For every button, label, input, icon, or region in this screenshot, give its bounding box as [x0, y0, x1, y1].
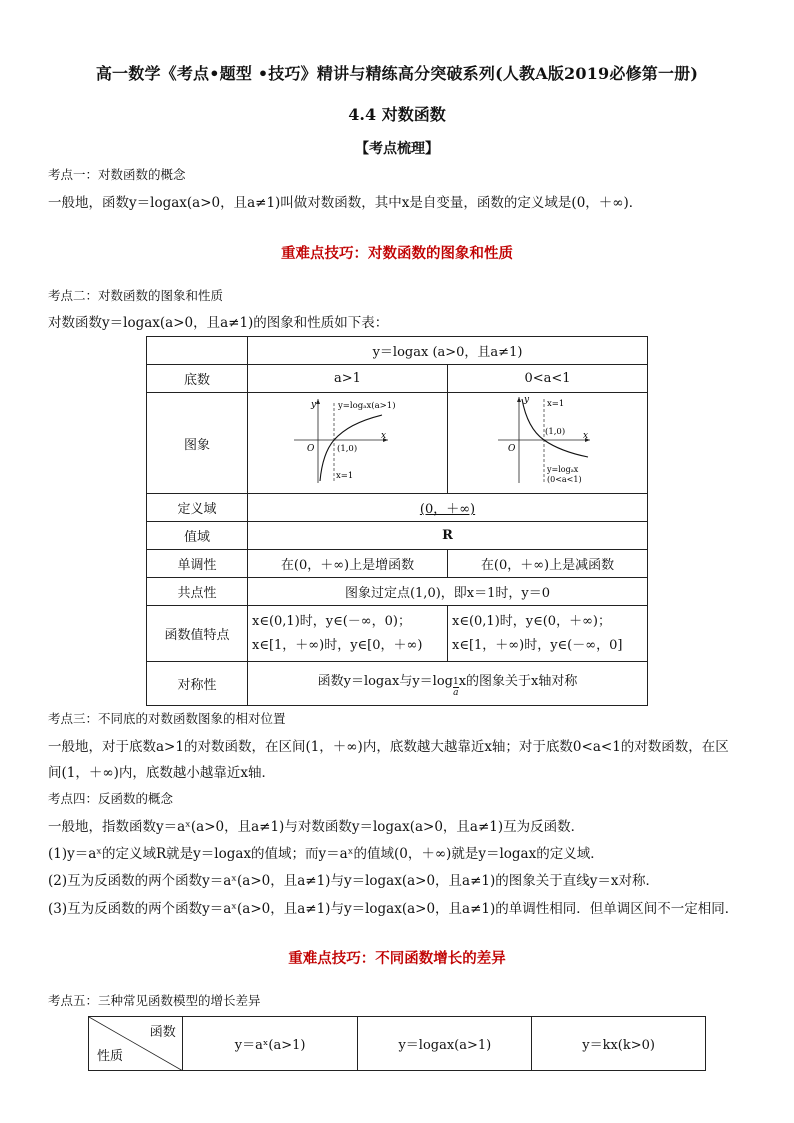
log-function-properties-table [146, 336, 648, 706]
table-head-cell: y＝logax (a>0，且a≠1) [248, 337, 648, 365]
growth-col-linear: y＝kx(k>0) [532, 1017, 706, 1071]
graph-a-asymptote-label: x=1 [336, 471, 354, 481]
document-title: 高一数学《考点•题型 •技巧》精讲与精练高分突破系列(人教A版2019必修第一册) [95, 64, 699, 83]
kaodian-5-label: 考点五：三种常见函数模型的增长差异 [48, 993, 261, 1008]
graph-a-y-label: y [311, 400, 317, 410]
row-label-fixed-point: 共点性 [147, 578, 248, 606]
kaodian-1-text: 一般地，函数y＝logax(a>0，且a≠1)叫做对数函数，其中x是自变量，函数的定义域是(0，＋∞)． [48, 195, 643, 211]
table-row [147, 337, 648, 365]
table-row: 单调性 在(0，＋∞)上是增函数 在(0，＋∞)上是减函数 [147, 550, 648, 578]
y-axis-arrow [316, 399, 320, 404]
growth-col-exponential: y＝aˣ(a>1) [182, 1017, 358, 1071]
graph-b-x-label: x [583, 431, 589, 441]
kaodian-3-line-1: 一般地，对于底数a>1的对数函数，在区间(1，＋∞)内，底数越大越靠近x轴；对于底数0<a<1的对数函数，在区 [48, 739, 729, 755]
kaodian-4-line-4: (3)互为反函数的两个函数y＝aˣ(a>0，且a≠1)与y＝logax(a>0，且a≠1)的单调性相同．但单调区间不一定相同． [48, 901, 739, 917]
table-row: 共点性 图象过定点(1,0)，即x＝1时，y＝0 [147, 578, 648, 606]
table-row: 对称性 函数y＝logax与y＝log $\frac{1}{a}$ x的图象关于x轴对称 [147, 662, 648, 706]
growth-col-logarithmic: y＝logax(a>1) [358, 1017, 532, 1071]
growth-comparison-table [88, 1016, 706, 1071]
graph-a-equation: y=logₐx(a>1) [338, 401, 396, 411]
row-label-graph: 图象 [147, 393, 248, 494]
graph-b-origin-label: O [508, 444, 516, 454]
graph-a-point-label: (1,0) [337, 444, 358, 454]
table-row [147, 393, 648, 494]
graph-a-origin-label: O [307, 444, 315, 454]
emphasis-heading-2: 重难点技巧：不同函数增长的差异 [288, 951, 506, 967]
kaodian-4-label: 考点四：反函数的概念 [48, 791, 174, 806]
kaodian-4-line-2: (1)y＝aˣ的定义域R就是y＝logax的值域；而y＝aˣ的值域(0，＋∞)就是y＝logax的定义域． [48, 846, 604, 862]
graph-b-point-label: (1,0) [545, 427, 566, 437]
diagonal-header-cell: 函数 性质 [89, 1017, 183, 1071]
kaodian-4-line-1: 一般地，指数函数y＝aˣ(a>0，且a≠1)与对数函数y＝logax(a>0，且a≠1)互为反函数． [48, 819, 585, 835]
section-title: 4.4 对数函数 [348, 105, 446, 124]
row-label-range: 值域 [147, 522, 248, 550]
graph-b-y-label: y [524, 395, 530, 405]
kaodian-2-label: 考点二：对数函数的图象和性质 [48, 288, 224, 303]
table-row: 值域 R [147, 522, 648, 550]
fraction-one-over-a: $\frac{1}{a}$ [452, 676, 459, 698]
table-row: 底数 a>1 0<a<1 [147, 365, 648, 393]
graph-decreasing-log [448, 393, 647, 489]
kaodian-1-label: 考点一：对数函数的概念 [48, 167, 186, 182]
table-row: 函数值特点 x∈(0,1)时，y∈(－∞，0)； x∈[1，＋∞)时，y∈[0，＋∞) x∈(0,1)时，y∈(0，＋∞)； x∈[1，＋∞)时，y∈(－∞，0] [147, 606, 648, 662]
row-label-symmetry: 对称性 [147, 662, 248, 706]
kaodian-3-label: 考点三：不同底的对数函数图象的相对位置 [48, 711, 286, 726]
kaodian-3-line-2: 间(1，＋∞)内，底数越小越靠近x轴． [48, 765, 275, 781]
row-label-value-features: 函数值特点 [147, 606, 248, 662]
emphasis-heading-1: 重难点技巧：对数函数的图象和性质 [281, 246, 513, 262]
table-row [89, 1017, 706, 1071]
kaodian-2-intro: 对数函数y＝logax(a>0，且a≠1)的图象和性质如下表： [48, 315, 389, 331]
graph-increasing-log [248, 393, 447, 489]
graph-b-equation: y=logₐx [547, 465, 579, 474]
y-axis-arrow [517, 397, 521, 402]
row-label-monotonicity: 单调性 [147, 550, 248, 578]
row-label-domain: 定义域 [147, 494, 248, 522]
section-bracket-heading: 【考点梳理】 [355, 141, 439, 157]
graph-b-condition: (0<a<1) [547, 475, 582, 484]
kaodian-4-line-3: (2)互为反函数的两个函数y＝aˣ(a>0，且a≠1)与y＝logax(a>0，且a≠1)的图象关于直线y＝x对称． [48, 873, 659, 889]
table-row: 定义域 (0，＋∞) [147, 494, 648, 522]
graph-b-asymptote-label: x=1 [547, 399, 565, 409]
graph-a-x-label: x [381, 431, 387, 441]
row-label-base: 底数 [147, 365, 248, 393]
